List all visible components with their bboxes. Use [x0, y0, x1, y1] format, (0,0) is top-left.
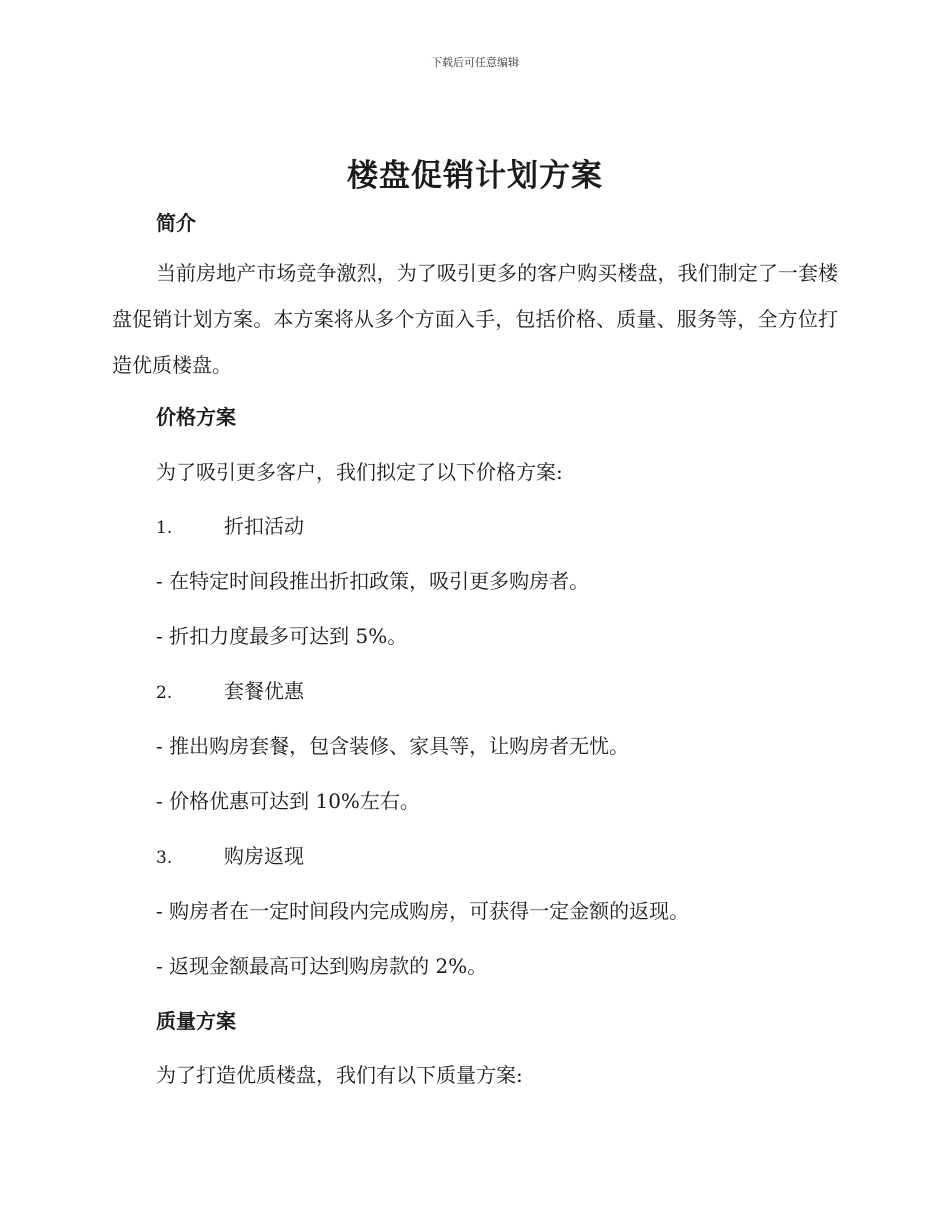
price-item-2-point-1: - 推出购房套餐，包含装修、家具等，让购房者无忧。 [156, 734, 630, 758]
price-item-2-label: 套餐优惠 [224, 679, 304, 703]
section-heading-price: 价格方案 [156, 405, 236, 429]
price-item-1-number: 1. [156, 518, 173, 538]
section-heading-quality: 质量方案 [156, 1009, 236, 1033]
price-item-2-point-2: - 价格优惠可达到 10%左右。 [156, 789, 420, 813]
price-item-3 [156, 840, 304, 869]
price-item-3-number: 3. [156, 848, 173, 868]
intro-paragraph: 当前房地产市场竞争激烈，为了吸引更多的客户购买楼盘，我们制定了一套楼盘促销计划方案。本方案将从多个方面入手，包括价格、质量、服务等，全方位打造优质楼盘。 [112, 261, 838, 377]
price-item-1-point-2: - 折扣力度最多可达到 5%。 [156, 624, 408, 648]
price-item-2 [156, 675, 304, 704]
section-heading-intro: 简介 [156, 211, 196, 235]
header-note: 下载后可任意编辑 [431, 56, 519, 69]
price-lead: 为了吸引更多客户，我们拟定了以下价格方案: [156, 460, 563, 484]
price-item-1-label: 折扣活动 [224, 514, 304, 538]
price-item-1-point-1: - 在特定时间段推出折扣政策，吸引更多购房者。 [156, 569, 590, 593]
price-item-2-number: 2. [156, 683, 173, 703]
quality-lead: 为了打造优质楼盘，我们有以下质量方案: [156, 1063, 523, 1087]
price-item-3-point-2: - 返现金额最高可达到购房款的 2%。 [156, 954, 488, 978]
price-item-3-point-1: - 购房者在一定时间段内完成购房，可获得一定金额的返现。 [156, 899, 690, 923]
price-item-3-label: 购房返现 [224, 844, 304, 868]
price-item-1 [156, 510, 304, 539]
document-title: 楼盘促销计划方案 [347, 158, 603, 194]
